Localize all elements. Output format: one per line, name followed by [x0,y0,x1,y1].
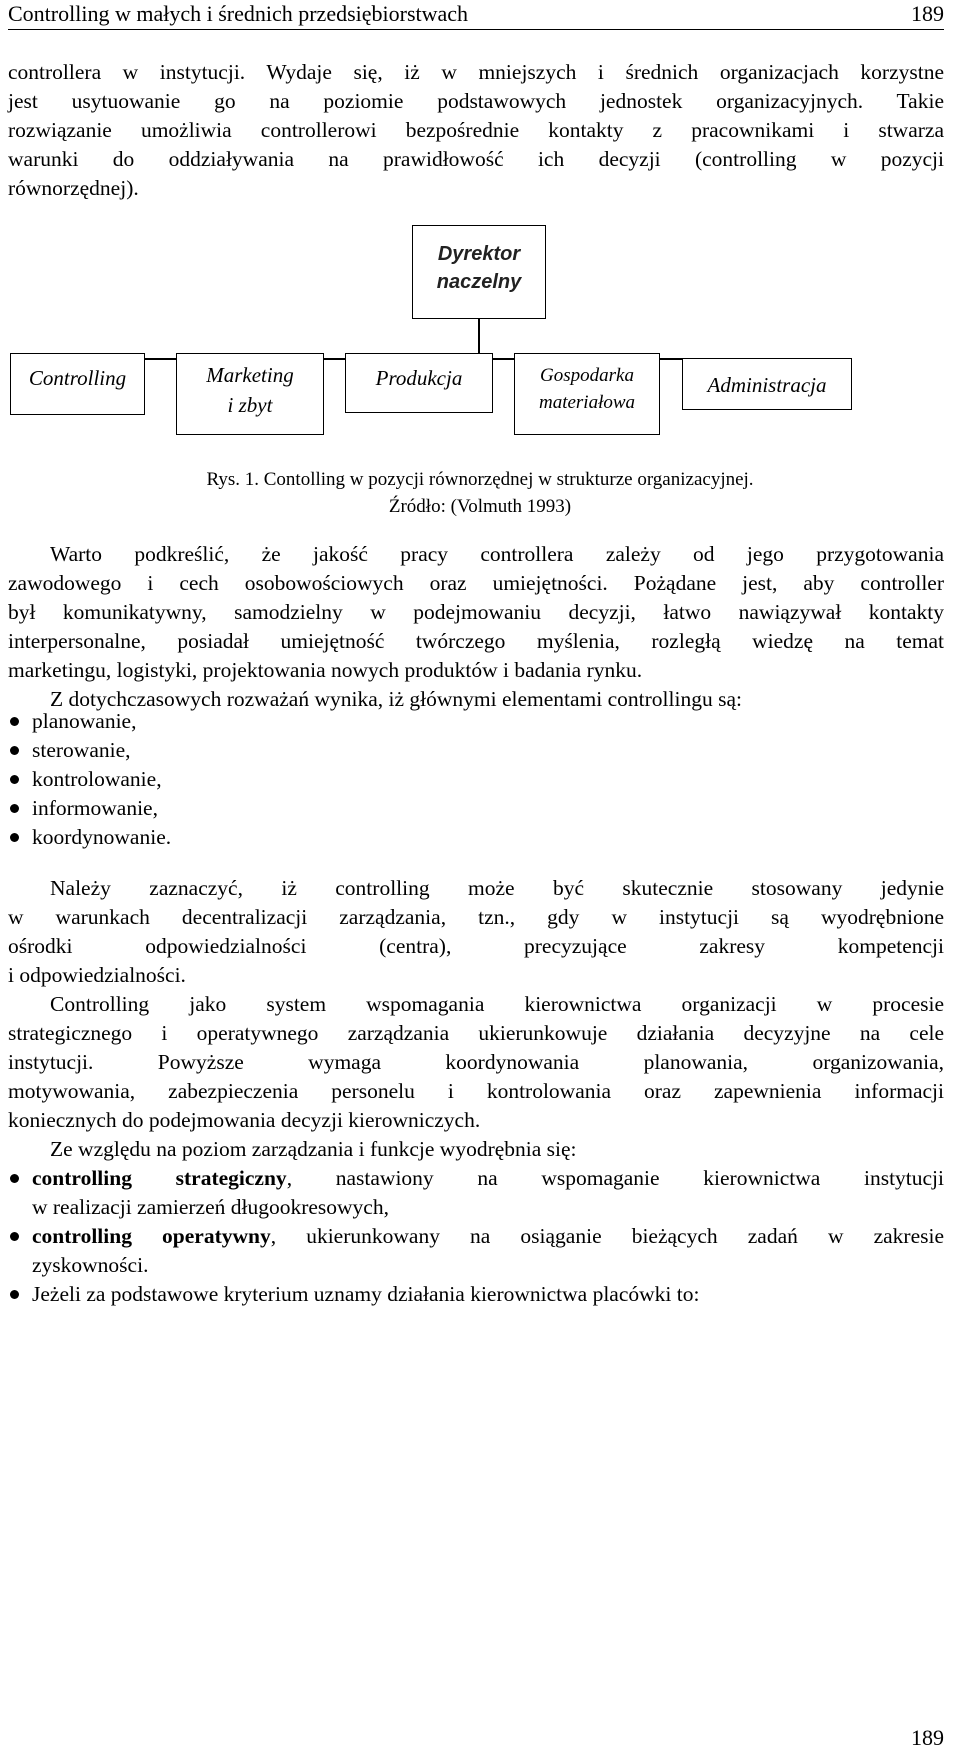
dept-label: Produkcja [375,366,463,390]
paragraph-line: instytucji. Powyższe wymaga koordynowania planowania, organizowania, [8,1050,944,1074]
term-description: , nastawiony na wspomaganie kierownictwa instytucji [286,1166,945,1190]
dept-label: Gospodarka [540,365,634,386]
term-description-continued: zyskowności. [32,1253,149,1277]
paragraph-decentralization [8,874,944,990]
intro-line: warunki do oddziaływania na prawidłowość ich decyzji (controlling w pozycji [8,147,944,171]
paragraph-line: zawodowego i cech osobowościowych oraz umiejętności. Pożądane jest, aby controller [8,571,944,595]
paragraph-line: marketingu, logistyki, projektowania nowych produktów i badania rynku. [8,658,643,682]
dept-box-administracja [682,358,852,410]
paragraph-line: Należy zaznaczyć, iż controlling może być skutecznie stosowany jedynie [50,876,944,900]
intro-line: rozwiązanie umożliwia controllerowi bezpośrednie kontakty z pracownikami i stwarza [8,118,944,142]
director-label-line: naczelny [436,271,522,293]
dept-label: Administracja [707,373,827,397]
criterion-text: Jeżeli za podstawowe kryterium uznamy działania kierownictwa placówki to: [32,1282,700,1306]
paragraph-line: Z dotychczasowych rozważań wynika, iż głównymi elementami controllingu są: [50,687,742,711]
intro-paragraph [8,58,944,203]
paragraph-line: Ze względu na poziom zarządzania i funkcje wyodrębnia się: [50,1137,577,1161]
dept-box-controlling [10,353,145,415]
dept-label: Marketing [206,363,294,387]
dept-label: Controlling [28,366,127,390]
paragraph-line: strategicznego i operatywnego zarządzania ukierunkowuje działania decyzyjne na cele [8,1021,944,1045]
list-item-operational [8,1222,944,1280]
list-item: koordynowanie. [8,823,944,852]
term-description: , ukierunkowany na osiąganie bieżących zadań w zakresie [270,1224,944,1248]
paragraph-line: i odpowiedzialności. [8,963,186,987]
header-title: Controlling w małych i średnich przedsiębiorstwach [8,1,469,26]
intro-line: równorzędnej). [8,176,139,200]
paragraph-line: Controlling jako system wspomagania kierownictwa organizacji w procesie [50,992,944,1016]
term-strategic: controlling strategiczny [32,1166,287,1190]
paragraph-line: ośrodki odpowiedzialności (centra), precyzujące zakresy kompetencji [8,934,944,958]
footer-page-number: 189 [911,1725,944,1750]
list-item-strategic [8,1164,944,1222]
paragraph-line: był komunikatywny, samodzielny w podejmowaniu decyzji, łatwo nawiązywał kontakty [8,600,944,624]
controlling-types-list [8,1164,944,1309]
term-operational: controlling operatywny [32,1224,271,1248]
paragraph-line: Warto podkreślić, że jakość pracy controllera zależy od jego przygotowania [50,542,944,566]
caption-line: Rys. 1. Contolling w pozycji równorzędnej w strukturze organizacyjnej. [206,469,754,490]
paragraph-line: koniecznych do podejmowania decyzji kierowniczych. [8,1108,481,1132]
paragraph-support-system [8,990,944,1135]
dept-box-produkcja [345,353,493,413]
dept-label: materiałowa [538,392,636,413]
elements-list [8,707,944,852]
org-chart [0,225,960,495]
paragraph-qualifications [8,540,944,685]
paragraph-types-intro [8,1135,944,1164]
list-item: planowanie, [8,707,944,736]
list-item: sterowanie, [8,736,944,765]
intro-line: controllera w instytucji. Wydaje się, iż w mniejszych i średnich organizacjach korzystne [8,60,944,84]
list-item: kontrolowanie, [8,765,944,794]
caption-source: Źródło: (Volmuth 1993) [388,496,572,517]
running-header [8,0,944,30]
dept-box-marketing [176,353,324,435]
intro-line: jest usytuowanie go na poziomie podstawowych jednostek organizacyjnych. Takie [8,89,944,113]
list-item: informowanie, [8,794,944,823]
figure-caption [0,466,960,520]
list-item-criterion [8,1280,944,1309]
director-box [412,225,546,319]
paragraph-line: motywowania, zabezpieczenia personelu i kontrolowania oraz zapewnienia informacji [8,1079,944,1103]
dept-label: i zbyt [227,393,273,417]
dept-box-gospodarka [514,353,660,435]
director-label-line: Dyrektor [437,243,521,265]
paragraph-line: interpersonalne, posiadał umiejętność twórczego myślenia, rozległą wiedzę na temat [8,629,944,653]
paragraph-line: w warunkach decentralizacji zarządzania, tzn., gdy w instytucji są wyodrębnione [8,905,944,929]
term-description-continued: w realizacji zamierzeń długookresowych, [32,1195,389,1219]
header-page-number: 189 [911,1,944,26]
